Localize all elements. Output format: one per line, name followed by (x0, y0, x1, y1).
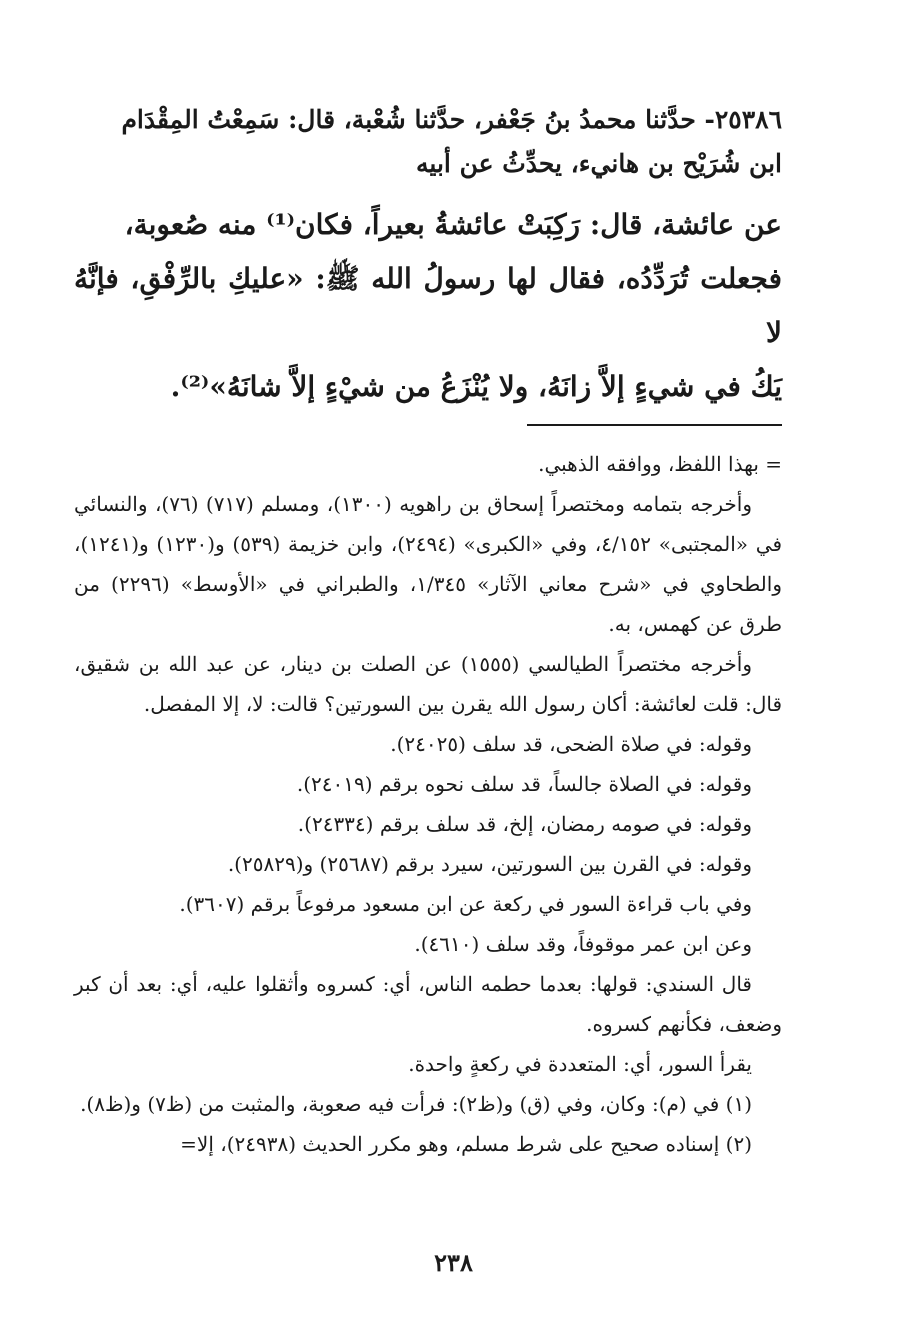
commentary-item: وعن ابن عمر موقوفاً، وقد سلف (٤٦١٠). (414, 932, 752, 956)
footnote-2: (٢) إسناده صحيح على شرط مسلم، وهو مكرر الحديث (٢٤٩٣٨)، إلا= (180, 1132, 752, 1156)
commentary-item: وقوله: في صلاة الضحى، قد سلف (٢٤٠٢٥). (390, 732, 752, 756)
commentary-item: وفي باب قراءة السور في ركعة عن ابن مسعود مرفوعاً برقم (٣٦٠٧). (179, 892, 752, 916)
commentary-paragraph: = بهذا اللفظ، ووافقه الذهبي. (538, 452, 782, 476)
hadith-text-line: عن عائشة، قال: رَكِبَتْ عائشةُ بعيراً، فكان⁽¹⁾ منه صُعوبة، (124, 208, 782, 241)
page-content (74, 98, 782, 1164)
commentary-paragraph: وأخرجه مختصراً الطيالسي (١٥٥٥) عن الصلت بن دينار، عن عبد الله بن شقيق، قال: قلت لعائشة: أكان رسول الله يقرن بين السورتين؟ قالت: لا، إلا المفصل. (74, 652, 782, 716)
commentary-item: وقوله: في القرن بين السورتين، سيرد برقم (٢٥٦٨٧) و(٢٥٨٢٩). (227, 852, 752, 876)
hadith-chain (74, 98, 782, 186)
commentary-paragraph: يقرأ السور، أي: المتعددة في ركعةٍ واحدة. (408, 1052, 752, 1076)
hadith-text-line: يَكُ في شيءٍ إلاَّ زانَهُ، ولا يُنْزَعُ من شيْءٍ إلاَّ شانَهُ»⁽²⁾. (170, 370, 782, 403)
commentary-paragraph: قال السندي: قولها: بعدما حطمه الناس، أي: كسروه وأثقلوا عليه، أي: بعد أن كبر وضعف، فكأنهم كسروه. (74, 972, 782, 1036)
page-number: ٢٣٨ (434, 1248, 473, 1277)
footnotes (74, 1084, 782, 1164)
hadith-chain-line: ٢٥٣٨٦- حدَّثنا محمدُ بنُ جَعْفر، حدَّثنا شُعْبة، قال: سَمِعْتُ المِقْدَام (121, 105, 782, 134)
commentary (74, 444, 782, 1084)
hadith-chain-line: ابن شُرَيْح بن هانيء، يحدِّثُ عن أبيه (416, 149, 782, 178)
commentary-item: وقوله: في الصلاة جالساً، قد سلف نحوه برقم (٢٤٠١٩). (296, 772, 752, 796)
commentary-item: وقوله: في صومه رمضان، إلخ، قد سلف برقم (٢٤٣٣٤). (297, 812, 752, 836)
hadith-text-line: فجعلت تُرَدِّدُه، فقال لها رسولُ الله ﷺ: «عليكِ بالرِّفْقِ، فإنَّهُ لا (74, 262, 782, 349)
commentary-paragraph: وأخرجه بتمامه ومختصراً إسحاق بن راهويه (١٣٠٠)، ومسلم (٧١٧) (٧٦)، والنسائي في «المجتبى» ٤/١٥٢، وفي «الكبرى» (٢٤٩٤)، وابن خزيمة (٥٣٩) و(١٢٣٠) و(١٢٤١)، والطحاوي في «شرح معاني الآثار» ١/٣٤٥، والطبراني في «الأوسط» (٢٢٩٦) من طرق عن كهمس، به. (74, 492, 783, 636)
footnote-divider (527, 424, 782, 426)
footnote-1: (١) في (م): وكان، وفي (ق) و(ظ٢): فرأت فيه صعوبة، والمثبت من (ظ٧) و(ظ٨). (80, 1092, 752, 1116)
hadith-text (74, 198, 782, 414)
